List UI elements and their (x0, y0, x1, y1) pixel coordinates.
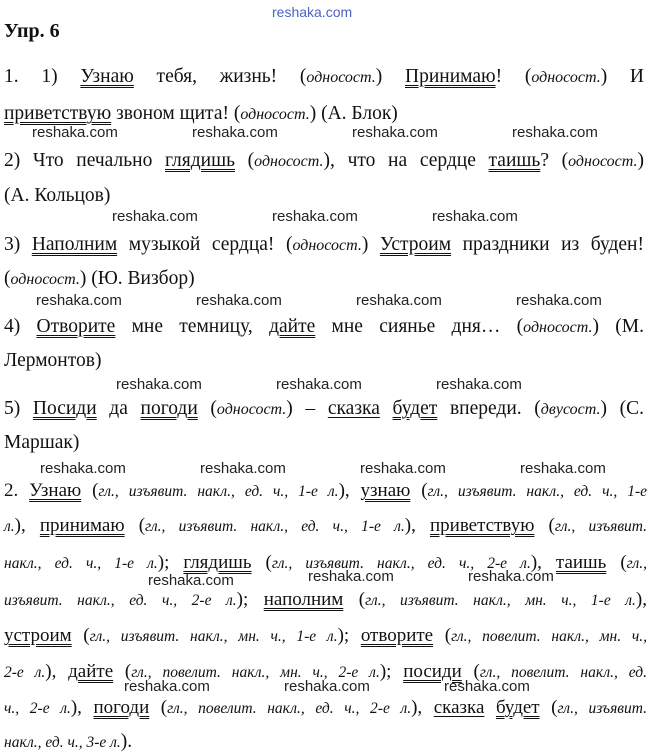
text-line: устроим (гл., изъявит. накл., мн. ч., 1-е л.); отворите (гл., повелит. накл., мн. ч., (4, 625, 647, 646)
watermark: reshaka.com (32, 124, 118, 141)
watermark: reshaka.com (436, 376, 522, 393)
watermark: reshaka.com (520, 460, 606, 477)
text-line: 2. Узнаю (гл., изъявит. накл., ед. ч., 1-е л.), узнаю (гл., изъявит. накл., ед. ч., 1-е (4, 480, 647, 501)
text-line: Маршак) (4, 432, 80, 453)
watermark: reshaka.com (272, 208, 358, 225)
text-line: изъявит. накл., ед. ч., 2-е л.); наполним (гл., изъявит. накл., мн. ч., 1-е л.), (4, 589, 647, 610)
text-line: приветствую звоном щита! (односост.) (А. Блок) (4, 103, 398, 124)
watermark: reshaka.com (196, 292, 282, 309)
text-line: Лермонтов) (4, 350, 102, 371)
watermark: reshaka.com (516, 292, 602, 309)
watermark: reshaka.com (148, 572, 234, 589)
text-line: накл., ед. ч., 3-е л.). (4, 731, 133, 752)
watermark: reshaka.com (468, 568, 554, 585)
text-line: (односост.) (Ю. Визбор) (4, 268, 195, 289)
watermark: reshaka.com (352, 124, 438, 141)
watermark: reshaka.com (112, 208, 198, 225)
watermark: reshaka.com (40, 460, 126, 477)
text-line: 4) Отворите мне темницу, дайте мне сиянье дня… (односост.) (М. (4, 316, 645, 337)
watermark: reshaka.com (116, 376, 202, 393)
text-line: накл., ед. ч., 1-е л.); глядишь (гл., изъявит. накл., ед. ч., 2-е л.), таишь (гл., (4, 552, 647, 573)
text-line: 2) Что печально глядишь (односост.), что на сердце таишь? (односост.) (4, 150, 645, 171)
text-line: 1. 1) Узнаю тебя, жизнь! (односост.) Принимаю! (односост.) И (4, 66, 645, 87)
watermark: reshaka.com (276, 376, 362, 393)
watermark: reshaka.com (360, 460, 446, 477)
watermark: reshaka.com (124, 678, 210, 695)
watermark: reshaka.com (36, 292, 122, 309)
watermark: reshaka.com (356, 292, 442, 309)
watermark: reshaka.com (272, 4, 353, 20)
text-line: ч., 2-е л.), погоди (гл., повелит. накл., ед. ч., 2-е л.), сказка будет (гл., изъявит. (4, 697, 647, 718)
watermark: reshaka.com (512, 124, 598, 141)
text-line: 2-е л.), дайте (гл., повелит. накл., мн. ч., 2-е л.); посиди (гл., повелит. накл., ед. (4, 661, 647, 682)
exercise-title: Упр. 6 (4, 20, 60, 42)
watermark: reshaka.com (432, 208, 518, 225)
watermark: reshaka.com (192, 124, 278, 141)
text-line: л.), принимаю (гл., изъявит. накл., ед. ч., 1-е л.), приветствую (гл., изъявит. (4, 515, 647, 536)
watermark: reshaka.com (284, 678, 370, 695)
text-line: 3) Наполним музыкой сердца! (односост.) Устроим праздники из буден! (4, 234, 644, 255)
text-line: (А. Кольцов) (4, 185, 111, 206)
watermark: reshaka.com (308, 568, 394, 585)
watermark: reshaka.com (200, 460, 286, 477)
watermark: reshaka.com (444, 678, 530, 695)
text-line: 5) Посиди да погоди (односост.) – сказка будет впереди. (двусост.) (С. (4, 398, 645, 419)
